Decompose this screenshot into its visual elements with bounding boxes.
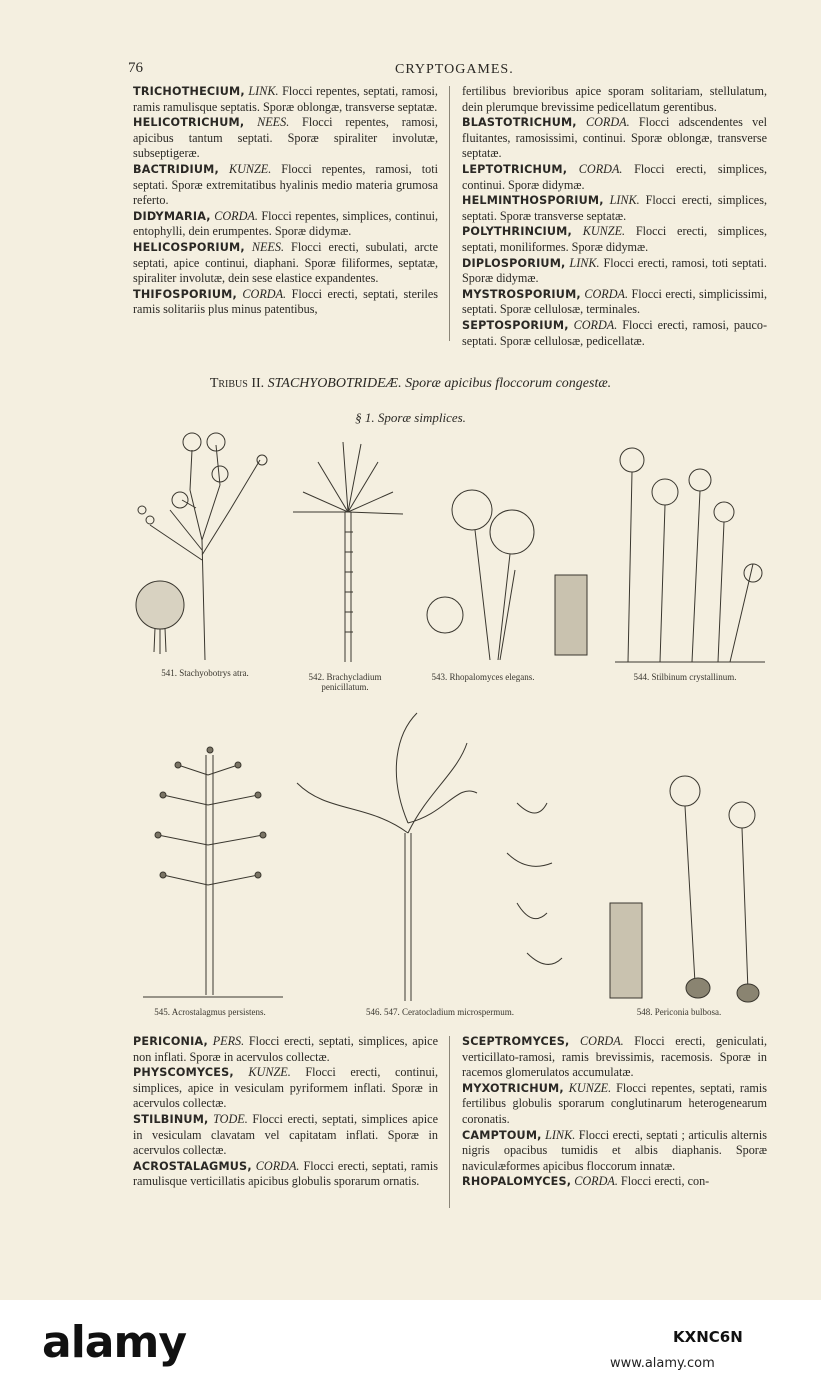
genus-entry xyxy=(133,209,438,240)
genus-name: HELMINTHOSPORIUM, xyxy=(462,194,604,208)
page-number: 76 xyxy=(128,60,143,76)
caption-542: 542. Brachycladium penicillatum. xyxy=(308,672,382,692)
genus-description: Flocci erecti, geniculati, verticillato-ramosi, ramis brevissimis, racemosis. Sporæ in racemos glomerulatos accumulatæ. xyxy=(462,1034,767,1080)
genus-author: TODE. xyxy=(208,1111,248,1126)
genus-author: LINK. xyxy=(603,193,640,208)
genus-author: NEES. xyxy=(244,115,290,130)
genus-entry xyxy=(462,162,767,193)
genus-description: Flocci repentes, ramosi, apicibus tantum septati. Sporæ spiraliter involutæ, subseptigeræ. xyxy=(133,115,438,161)
genus-name: LEPTOTRICHUM, xyxy=(462,162,568,176)
genus-author: CORDA. xyxy=(251,1158,300,1173)
genus-name: BLASTOTRICHUM, xyxy=(462,116,577,130)
figure-546-547-illustration xyxy=(277,703,587,1003)
genus-entry xyxy=(133,287,438,318)
genus-name: PERICONIA, xyxy=(133,1035,208,1048)
genus-description: Flocci erecti, simplices, septati, moniliformes. Sporæ didymæ. xyxy=(462,224,767,254)
genus-author: KUNZE. xyxy=(233,1065,291,1080)
top-left-entries xyxy=(133,84,438,318)
genus-name: RHOPALOMYCES, xyxy=(462,1175,572,1189)
genus-entry xyxy=(462,318,767,349)
genus-author: KUNZE. xyxy=(218,161,272,176)
caption-546-547: 546. 547. Ceratocladium microspermum. xyxy=(366,1007,514,1017)
genus-description: Flocci erecti, continui, simplices, apice in vesiculam pyriformem inflati. Sporæ in acervulos collectæ. xyxy=(133,1065,438,1111)
genus-entry xyxy=(462,1174,767,1190)
genus-description: Flocci erecti, con- xyxy=(617,1174,710,1189)
genus-author: PERS. xyxy=(207,1034,245,1048)
genus-name: SEPTOSPORIUM, xyxy=(462,318,569,332)
genus-entry xyxy=(133,84,438,115)
genus-entry xyxy=(133,240,438,287)
genus-name: STILBINUM, xyxy=(133,1112,209,1126)
genus-description: Flocci erecti, simplicissimi, septati. Sporæ cellulosæ, terminales. xyxy=(462,286,768,317)
genus-author: CORDA. xyxy=(580,286,628,301)
genus-author: CORDA. xyxy=(576,115,630,130)
bottom-left-column xyxy=(133,1034,438,1190)
genus-description: Flocci erecti, septati ; articulis alternis nigris opacibus tumidis et albis diaphanis. Sporæ naviculæformes apicibus floccorum innatæ. xyxy=(462,1127,767,1173)
genus-description: Flocci repentes, simplices, continui, entophylli, dein erumpentes. Sporæ didymæ. xyxy=(133,208,438,239)
tribus-heading xyxy=(0,376,821,392)
genus-description: Flocci erecti, septati, simplices, apice non inflati. Sporæ in acervulos collectæ. xyxy=(133,1034,438,1064)
genus-author: NEES. xyxy=(244,239,285,254)
tribus-prefix: Tribus II. xyxy=(209,376,265,391)
genus-name: THIFOSPORIUM, xyxy=(133,287,237,301)
genus-name: CAMPTOUM, xyxy=(462,1128,542,1142)
genus-name: BACTRIDIUM, xyxy=(133,162,219,176)
tribus-description: Sporæ apicibus floccorum congestæ. xyxy=(405,376,612,391)
caption-548: 548. Periconia bulbosa. xyxy=(636,1007,722,1017)
genus-entry xyxy=(133,1112,438,1159)
bottom-left-entries xyxy=(133,1034,438,1190)
genus-author: CORDA. xyxy=(210,208,258,223)
genus-name: MYSTROSPORIUM, xyxy=(462,287,581,301)
section-heading: § 1. Sporæ simplices. xyxy=(355,410,466,425)
genus-entry xyxy=(462,193,767,224)
genus-author: CORDA. xyxy=(568,317,618,332)
column-divider-bottom xyxy=(449,1036,450,1208)
genus-name: MYXOTRICHUM, xyxy=(462,1081,564,1095)
genus-entry xyxy=(462,115,767,162)
top-right-column xyxy=(462,84,767,349)
genus-entry xyxy=(462,287,767,318)
figure-541-illustration xyxy=(130,430,280,660)
genus-name: TRICHOTHECIUM, xyxy=(133,85,245,98)
genus-description: Flocci adscendentes vel fluitantes, ramosissimi, continui. Sporæ oblongæ, transverse septatæ. xyxy=(462,115,767,161)
genus-entry xyxy=(462,256,767,287)
genus-name: SCEPTROMYCES, xyxy=(462,1035,570,1048)
genus-description: Flocci erecti, simplices, continui. Sporæ didymæ. xyxy=(462,161,767,192)
genus-description: Flocci erecti, simplices, septati. Sporæ transverse septatæ. xyxy=(462,193,767,223)
stock-image-id: KXNC6N xyxy=(673,1328,743,1346)
genus-author: CORDA. xyxy=(571,1174,618,1189)
genus-description: Flocci erecti, septati, simplices apice in vesiculam clavatam vel capitatam inflati. Sporæ in acervulos collectæ. xyxy=(133,1111,438,1158)
genus-entry xyxy=(133,1065,438,1112)
running-title: CRYPTOGAMES. xyxy=(395,62,514,77)
genus-entry xyxy=(462,224,767,255)
genus-entry xyxy=(133,162,438,209)
genus-description: Flocci repentes, ramosi, toti septati. Sporæ extremitatibus hyalinis medio materia grumosa referto. xyxy=(133,161,438,208)
genus-description: Flocci erecti, subulati, arcte septati, apice continui, diaphani. Sporæ filiformes, septatæ, spiraliter involutæ, dein sese elastice expandentes. xyxy=(133,239,438,286)
alamy-logo: alamy xyxy=(42,1317,186,1368)
genus-name: DIPLOSPORIUM, xyxy=(462,256,566,270)
genus-author: KUNZE. xyxy=(563,1080,612,1095)
genus-name: ACROSTALAGMUS, xyxy=(133,1159,252,1173)
genus-description: Flocci repentes, septati, ramis fertilibus globulis sporarum conglutinarum heterogenearum coronatis. xyxy=(462,1080,767,1126)
genus-name: POLYTHRINCIUM, xyxy=(462,225,572,239)
genus-author: CORDA. xyxy=(567,161,623,176)
figure-543-illustration xyxy=(420,480,590,660)
genus-entry xyxy=(133,115,438,162)
tribus-name: STACHYOBOTRIDEÆ. xyxy=(267,376,402,391)
figure-545-illustration xyxy=(138,735,288,1005)
column-divider-top xyxy=(449,86,450,341)
genus-description: Flocci erecti, septati, ramis ramulisque verticillatis apicibus globulis sporarum ornatis. xyxy=(133,1158,438,1189)
caption-543: 543. Rhopalomyces elegans. xyxy=(431,672,535,682)
genus-name: HELICOTRICHUM, xyxy=(133,116,245,130)
figure-542-illustration xyxy=(283,432,413,662)
genus-author: LINK. xyxy=(244,84,279,98)
stock-url: www.alamy.com xyxy=(610,1356,715,1371)
genus-author: KUNZE. xyxy=(571,224,626,239)
genus-name: DIDYMARIA, xyxy=(133,209,211,223)
genus-description: Flocci repentes, septati, ramosi, ramis ramulisque septatis. Sporæ oblongæ, transverse septatæ. xyxy=(133,84,438,114)
genus-description: Flocci erecti, septati, steriles ramis solitariis plus minus patentibus, xyxy=(133,286,439,317)
top-right-entries xyxy=(462,115,767,349)
genus-description: Flocci erecti, ramosi, toti septati. Sporæ didymæ. xyxy=(462,255,767,286)
caption-544: 544. Stilbinum crystallinum. xyxy=(633,672,737,682)
genus-author: CORDA. xyxy=(569,1034,624,1048)
genus-name: HELICOSPORIUM, xyxy=(133,240,245,254)
top-left-column xyxy=(133,84,438,318)
genus-description: Flocci erecti, ramosi, pauco-septati. Sporæ cellulosæ, pedicellatæ. xyxy=(462,317,768,348)
genus-entry xyxy=(133,1159,438,1190)
genus-entry xyxy=(462,1081,767,1128)
bottom-right-entries xyxy=(462,1034,767,1190)
figure-544-illustration xyxy=(610,440,770,670)
genus-entry xyxy=(462,1034,767,1081)
caption-541: 541. Stachyobotrys atra. xyxy=(161,668,249,678)
continuation-text: fertilibus brevioribus apice sporam solitariam, stellulatum, dein plerumque brevissime pedicellatum gerentibus. xyxy=(462,84,767,114)
genus-author: CORDA. xyxy=(236,286,287,301)
genus-author: LINK. xyxy=(541,1127,576,1142)
genus-entry xyxy=(133,1034,438,1065)
figure-548-illustration xyxy=(600,773,770,1003)
genus-name: PHYSCOMYCES, xyxy=(133,1066,234,1080)
genus-author: LINK. xyxy=(565,255,600,270)
bottom-right-column xyxy=(462,1034,767,1190)
genus-entry xyxy=(462,1128,767,1175)
caption-545: 545. Acrostalagmus persistens. xyxy=(154,1007,266,1017)
